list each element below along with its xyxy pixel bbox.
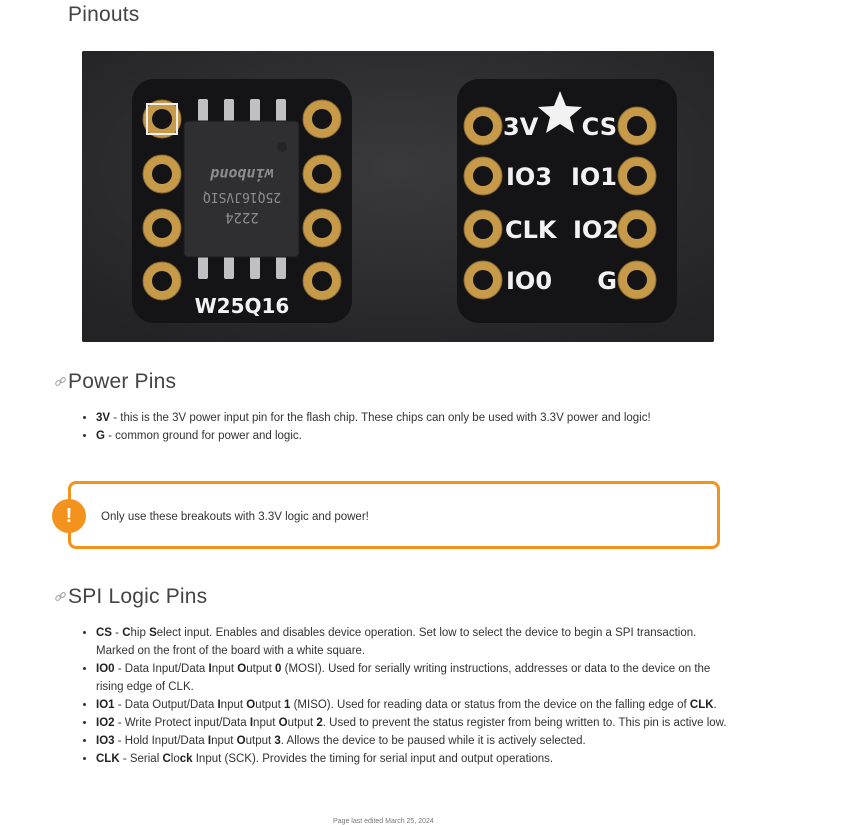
pin-description: - this is the 3V power input pin for the flash chip. These chips can only be used with 3.3V power and logic! [110, 412, 651, 424]
list-item [96, 409, 736, 427]
pin-label-g: G [597, 267, 617, 295]
pin-name: 3V [96, 412, 111, 424]
pin-label-io3: IO3 [506, 163, 553, 191]
pin-name: G [96, 430, 105, 442]
list-item: • IO1 - Data Output/Data Input Output 1 (MISO). Used for reading data or status from the device on the falling edge of CLK. [96, 696, 736, 714]
chip-date-code: 2224 [225, 209, 259, 225]
pin-description: - common ground for power and logic. [104, 430, 302, 442]
spi-logic-pins-heading: SPI Logic Pins [68, 585, 208, 608]
pin-label-io1: IO1 [570, 163, 617, 191]
list-item: • IO3 - Hold Input/Data Input Output 3. Allows the device to be paused while it is actively selected. [96, 732, 736, 750]
chip-part-number: 25Q16JVSIQ [202, 189, 282, 204]
pin-label-cs: CS [581, 113, 617, 141]
callout-text: Only use these breakouts with 3.3V logic and power! [101, 511, 369, 523]
pin-label-clk: CLK [505, 216, 557, 244]
list-item: • IO0 - Data Input/Data Input Output 0 (MOSI). Used for serially writing instructions, addresses or data to the device on the rising edge of CLK. [96, 660, 736, 696]
spi-pins-list [80, 624, 736, 768]
list-item: • CS - Chip Select input. Enables and disables device operation. Set low to select the device to begin a SPI transaction. Marked on the front of the board with a white square. [96, 624, 736, 660]
breakout-board-image [82, 51, 714, 342]
power-pins-list [80, 409, 736, 445]
anchor-link-icon[interactable] [54, 375, 67, 388]
anchor-link-icon[interactable] [54, 590, 67, 603]
pin-label-io0: IO0 [506, 267, 553, 295]
pin-label-io2: IO2 [572, 216, 619, 244]
flash-chip [184, 121, 299, 257]
power-pins-heading: Power Pins [68, 370, 177, 393]
left-board-label: W25Q16 [194, 294, 290, 318]
pin-label-3v: 3V [503, 113, 539, 141]
chip-brand: winbond [210, 165, 274, 183]
list-item: • IO2 - Write Protect input/Data Input Output 2. Used to prevent the status register from being written to. This pin is active low. [96, 714, 736, 732]
breakout-photo [82, 51, 714, 342]
list-item: • CLK - Serial Clock Input (SCK). Provides the timing for serial input and output operations. [96, 750, 736, 768]
pinouts-heading: Pinouts [68, 3, 140, 26]
exclamation-icon: ! [52, 499, 86, 533]
list-item [96, 427, 736, 445]
page-last-edited: Page last edited March 25, 2024 [333, 818, 434, 825]
